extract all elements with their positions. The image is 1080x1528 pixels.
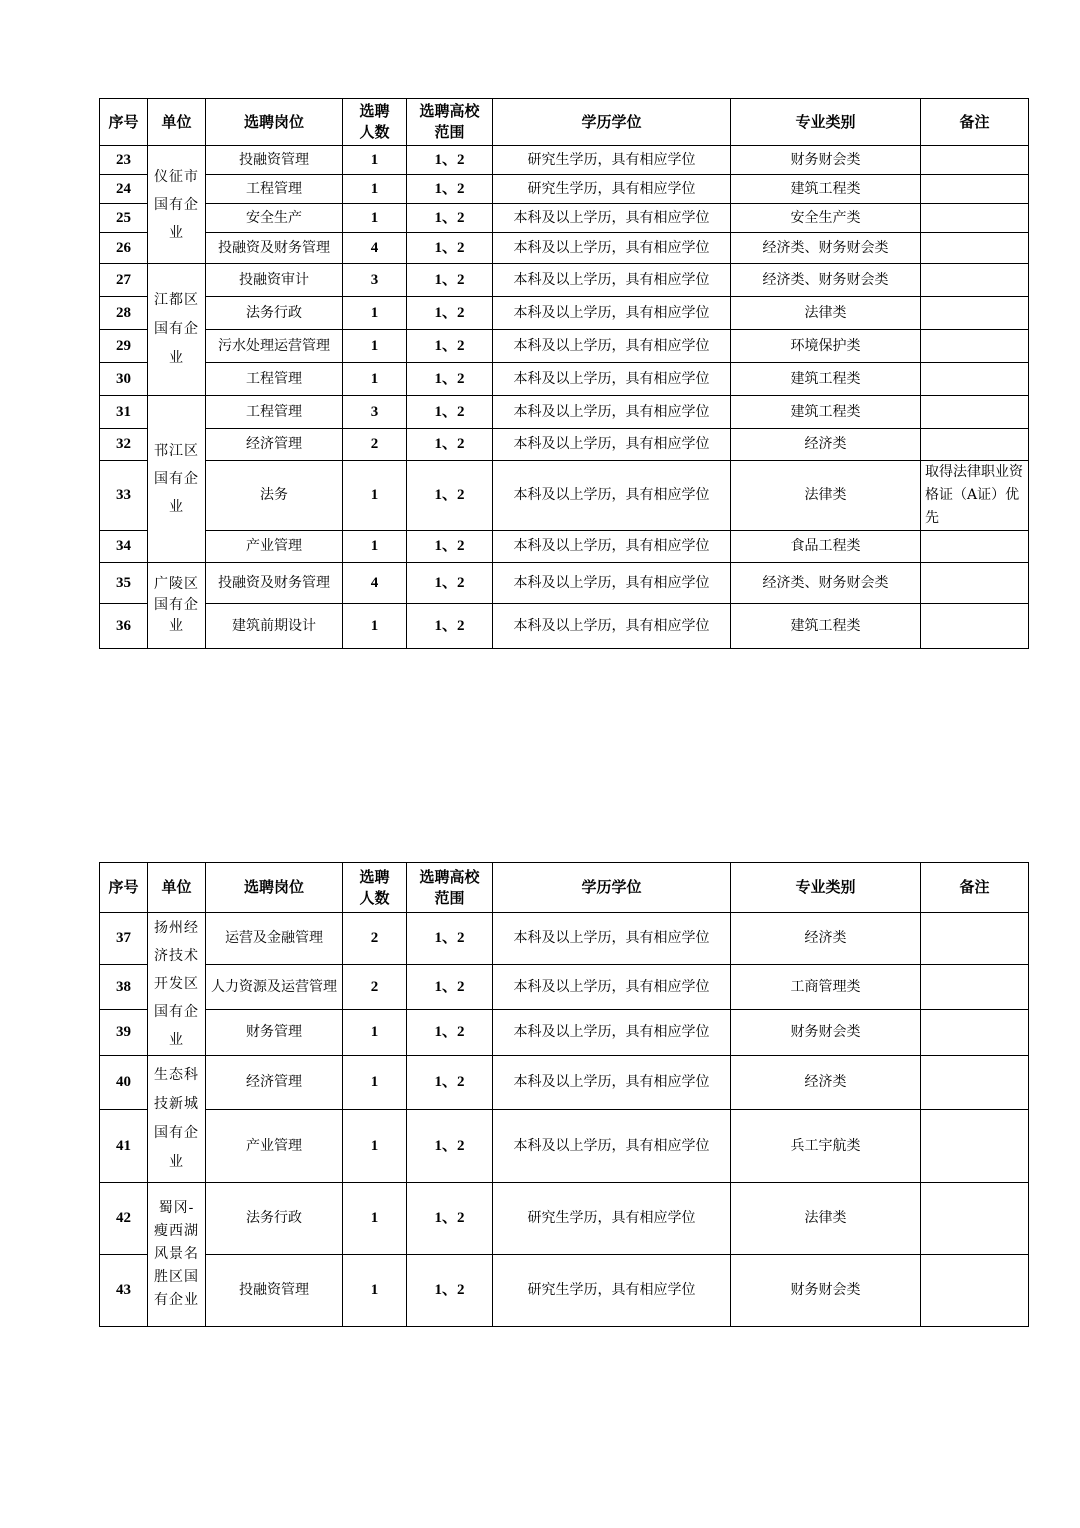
row-count: 1 <box>343 1183 407 1255</box>
row-count: 1 <box>343 1110 407 1183</box>
row-major: 环境保护类 <box>731 330 921 363</box>
table-row <box>100 264 1029 297</box>
row-edu: 本科及以上学历，具有相应学位 <box>493 233 731 264</box>
header-note: 备注 <box>921 863 1029 913</box>
header-count-line1: 选聘 <box>359 867 390 886</box>
header-note: 备注 <box>921 99 1029 146</box>
row-major: 经济类 <box>731 913 921 965</box>
row-count: 1 <box>343 330 407 363</box>
row-major: 食品工程类 <box>731 531 921 563</box>
row-edu: 本科及以上学历，具有相应学位 <box>493 965 731 1010</box>
row-range: 1、2 <box>407 204 493 233</box>
header-count-line1: 选聘 <box>359 102 390 120</box>
row-note <box>921 913 1029 965</box>
row-edu: 研究生学历，具有相应学位 <box>493 146 731 175</box>
row-count: 3 <box>343 396 407 429</box>
row-count: 1 <box>343 297 407 330</box>
row-range: 1、2 <box>407 429 493 461</box>
row-major: 安全生产类 <box>731 204 921 233</box>
row-post: 工程管理 <box>206 363 343 396</box>
unit-cell: 仪征市国有企业 <box>148 146 206 264</box>
row-note <box>921 429 1029 461</box>
row-range: 1、2 <box>407 1056 493 1110</box>
row-major: 建筑工程类 <box>731 175 921 204</box>
row-note <box>921 264 1029 297</box>
row-edu: 本科及以上学历，具有相应学位 <box>493 204 731 233</box>
row-range: 1、2 <box>407 563 493 604</box>
row-range: 1、2 <box>407 1010 493 1056</box>
row-range: 1、2 <box>407 1110 493 1183</box>
row-edu: 本科及以上学历，具有相应学位 <box>493 604 731 649</box>
row-range: 1、2 <box>407 363 493 396</box>
header-post: 选聘岗位 <box>206 863 343 913</box>
header-range-line1: 选聘高校 <box>419 867 480 886</box>
row-major: 法律类 <box>731 297 921 330</box>
row-note <box>921 175 1029 204</box>
row-edu: 本科及以上学历，具有相应学位 <box>493 264 731 297</box>
row-note <box>921 1255 1029 1327</box>
row-note: 取得法律职业资格证（A证）优先 <box>921 461 1029 531</box>
row-count: 1 <box>343 1056 407 1110</box>
table-row <box>100 1010 1029 1056</box>
row-no: 35 <box>100 563 148 604</box>
row-post: 法务行政 <box>206 297 343 330</box>
row-post: 工程管理 <box>206 396 343 429</box>
header-no: 序号 <box>100 863 148 913</box>
row-major: 法律类 <box>731 1183 921 1255</box>
row-edu: 本科及以上学历，具有相应学位 <box>493 531 731 563</box>
table-row <box>100 363 1029 396</box>
row-edu: 本科及以上学历，具有相应学位 <box>493 1010 731 1056</box>
row-post: 产业管理 <box>206 1110 343 1183</box>
row-note <box>921 1110 1029 1183</box>
row-note <box>921 146 1029 175</box>
row-count: 1 <box>343 363 407 396</box>
row-no: 29 <box>100 330 148 363</box>
header-count <box>343 863 407 913</box>
header-count-line2: 人数 <box>359 888 390 907</box>
row-major: 法律类 <box>731 461 921 531</box>
row-major: 经济类、财务财会类 <box>731 264 921 297</box>
row-no: 41 <box>100 1110 148 1183</box>
row-no: 34 <box>100 531 148 563</box>
row-post: 建筑前期设计 <box>206 604 343 649</box>
row-major: 兵工宇航类 <box>731 1110 921 1183</box>
row-post: 污水处理运营管理 <box>206 330 343 363</box>
row-range: 1、2 <box>407 1183 493 1255</box>
row-edu: 本科及以上学历，具有相应学位 <box>493 396 731 429</box>
row-no: 42 <box>100 1183 148 1255</box>
row-post: 经济管理 <box>206 429 343 461</box>
row-major: 建筑工程类 <box>731 396 921 429</box>
row-post: 投融资审计 <box>206 264 343 297</box>
table-row <box>100 146 1029 175</box>
unit-cell: 江都区国有企业 <box>148 264 206 396</box>
row-range: 1、2 <box>407 175 493 204</box>
row-range: 1、2 <box>407 965 493 1010</box>
header-range <box>407 863 493 913</box>
unit-cell: 广陵区国有企业 <box>148 563 206 649</box>
row-post: 投融资及财务管理 <box>206 563 343 604</box>
row-count: 4 <box>343 233 407 264</box>
row-no: 40 <box>100 1056 148 1110</box>
row-note <box>921 204 1029 233</box>
row-note <box>921 363 1029 396</box>
row-note <box>921 604 1029 649</box>
row-no: 43 <box>100 1255 148 1327</box>
row-note <box>921 233 1029 264</box>
row-range: 1、2 <box>407 297 493 330</box>
row-note <box>921 330 1029 363</box>
row-edu: 本科及以上学历，具有相应学位 <box>493 297 731 330</box>
row-major: 经济类 <box>731 429 921 461</box>
table-row <box>100 1183 1029 1255</box>
row-count: 2 <box>343 965 407 1010</box>
header-range <box>407 99 493 146</box>
row-note <box>921 1183 1029 1255</box>
row-no: 38 <box>100 965 148 1010</box>
row-note <box>921 1010 1029 1056</box>
row-edu: 本科及以上学历，具有相应学位 <box>493 563 731 604</box>
table-row <box>100 204 1029 233</box>
header-edu: 学历学位 <box>493 99 731 146</box>
table-row <box>100 396 1029 429</box>
row-post: 经济管理 <box>206 1056 343 1110</box>
row-edu: 本科及以上学历，具有相应学位 <box>493 1110 731 1183</box>
row-major: 经济类、财务财会类 <box>731 233 921 264</box>
row-count: 1 <box>343 175 407 204</box>
row-major: 工商管理类 <box>731 965 921 1010</box>
row-no: 28 <box>100 297 148 330</box>
row-edu: 研究生学历，具有相应学位 <box>493 1255 731 1327</box>
table-row <box>100 1056 1029 1110</box>
row-post: 投融资管理 <box>206 1255 343 1327</box>
row-note <box>921 563 1029 604</box>
row-post: 法务 <box>206 461 343 531</box>
row-no: 24 <box>100 175 148 204</box>
recruitment-table-1 <box>99 98 1029 649</box>
table-row <box>100 297 1029 330</box>
header-count <box>343 99 407 146</box>
row-post: 运营及金融管理 <box>206 913 343 965</box>
table-row <box>100 965 1029 1010</box>
row-major: 建筑工程类 <box>731 604 921 649</box>
header-count-line2: 人数 <box>359 123 390 141</box>
row-major: 经济类 <box>731 1056 921 1110</box>
row-no: 27 <box>100 264 148 297</box>
table-row <box>100 175 1029 204</box>
row-note <box>921 297 1029 330</box>
unit-cell: 扬州经济技术开发区国有企业 <box>148 913 206 1056</box>
row-post: 产业管理 <box>206 531 343 563</box>
table-row <box>100 1255 1029 1327</box>
row-major: 财务财会类 <box>731 1010 921 1056</box>
row-no: 23 <box>100 146 148 175</box>
row-count: 1 <box>343 604 407 649</box>
table-row <box>100 461 1029 531</box>
row-note <box>921 965 1029 1010</box>
row-major: 财务财会类 <box>731 146 921 175</box>
row-edu: 本科及以上学历，具有相应学位 <box>493 461 731 531</box>
row-edu: 研究生学历，具有相应学位 <box>493 1183 731 1255</box>
row-count: 1 <box>343 531 407 563</box>
row-major: 经济类、财务财会类 <box>731 563 921 604</box>
table-row <box>100 429 1029 461</box>
row-count: 1 <box>343 204 407 233</box>
row-range: 1、2 <box>407 233 493 264</box>
row-no: 26 <box>100 233 148 264</box>
header-unit: 单位 <box>148 863 206 913</box>
header-row <box>100 99 1029 146</box>
row-no: 30 <box>100 363 148 396</box>
table-row <box>100 1110 1029 1183</box>
row-note <box>921 1056 1029 1110</box>
row-post: 工程管理 <box>206 175 343 204</box>
unit-cell: 生态科技新城国有企业 <box>148 1056 206 1183</box>
row-edu: 本科及以上学历，具有相应学位 <box>493 429 731 461</box>
header-row <box>100 863 1029 913</box>
header-no: 序号 <box>100 99 148 146</box>
row-count: 2 <box>343 913 407 965</box>
table-row <box>100 563 1029 604</box>
row-no: 25 <box>100 204 148 233</box>
table-row <box>100 604 1029 649</box>
header-major: 专业类别 <box>731 863 921 913</box>
row-post: 投融资及财务管理 <box>206 233 343 264</box>
row-no: 31 <box>100 396 148 429</box>
header-range-line1: 选聘高校 <box>419 102 480 120</box>
row-range: 1、2 <box>407 396 493 429</box>
table-row <box>100 531 1029 563</box>
row-count: 4 <box>343 563 407 604</box>
unit-cell: 蜀冈-瘦西湖风景名胜区国有企业 <box>148 1183 206 1327</box>
row-major: 财务财会类 <box>731 1255 921 1327</box>
table-row <box>100 233 1029 264</box>
header-unit: 单位 <box>148 99 206 146</box>
row-edu: 本科及以上学历，具有相应学位 <box>493 1056 731 1110</box>
table-row <box>100 330 1029 363</box>
row-major: 建筑工程类 <box>731 363 921 396</box>
row-range: 1、2 <box>407 330 493 363</box>
header-edu: 学历学位 <box>493 863 731 913</box>
row-note <box>921 531 1029 563</box>
row-count: 1 <box>343 146 407 175</box>
header-range-line2: 范围 <box>434 888 465 907</box>
row-post: 安全生产 <box>206 204 343 233</box>
header-post: 选聘岗位 <box>206 99 343 146</box>
row-edu: 本科及以上学历，具有相应学位 <box>493 913 731 965</box>
row-range: 1、2 <box>407 146 493 175</box>
row-range: 1、2 <box>407 604 493 649</box>
row-count: 1 <box>343 461 407 531</box>
unit-cell: 邗江区国有企业 <box>148 396 206 563</box>
row-range: 1、2 <box>407 913 493 965</box>
row-edu: 本科及以上学历，具有相应学位 <box>493 330 731 363</box>
recruitment-table-2 <box>99 862 1029 1327</box>
row-range: 1、2 <box>407 1255 493 1327</box>
table-row <box>100 913 1029 965</box>
row-no: 36 <box>100 604 148 649</box>
header-range-line2: 范围 <box>434 123 465 141</box>
row-count: 1 <box>343 1255 407 1327</box>
row-no: 33 <box>100 461 148 531</box>
row-post: 人力资源及运营管理 <box>206 965 343 1010</box>
row-no: 39 <box>100 1010 148 1056</box>
row-count: 3 <box>343 264 407 297</box>
row-edu: 本科及以上学历，具有相应学位 <box>493 363 731 396</box>
row-count: 2 <box>343 429 407 461</box>
row-post: 财务管理 <box>206 1010 343 1056</box>
row-no: 37 <box>100 913 148 965</box>
row-note <box>921 396 1029 429</box>
row-post: 投融资管理 <box>206 146 343 175</box>
row-range: 1、2 <box>407 461 493 531</box>
row-range: 1、2 <box>407 264 493 297</box>
row-range: 1、2 <box>407 531 493 563</box>
row-no: 32 <box>100 429 148 461</box>
row-post: 法务行政 <box>206 1183 343 1255</box>
row-count: 1 <box>343 1010 407 1056</box>
header-major: 专业类别 <box>731 99 921 146</box>
row-edu: 研究生学历，具有相应学位 <box>493 175 731 204</box>
